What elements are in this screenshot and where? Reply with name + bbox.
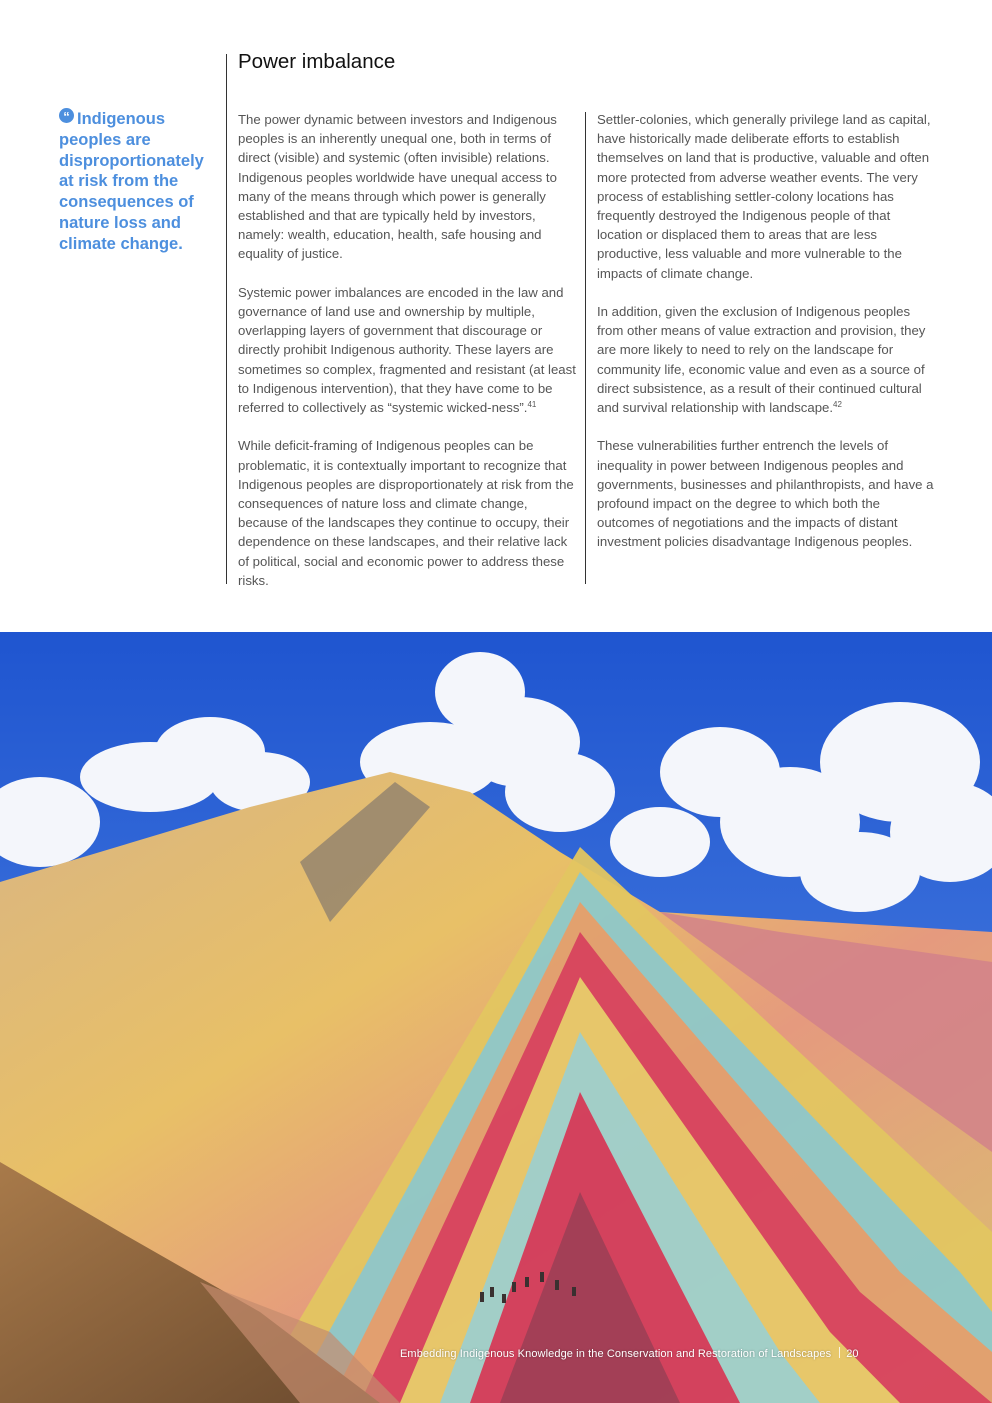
footer-divider: [839, 1347, 840, 1358]
page-number: 20: [846, 1348, 859, 1360]
paragraph: Settler-colonies, which generally privilege land as capital, have historically made deliberate efforts to establish themselves on land that is productive, valuable and often more protected from adverse weather events. The very process of establishing settler-colony locations has frequently destroyed the Indigenous people of that location or displaced them to areas that are less productive, less valuable and more vulnerable to the impacts of climate change.: [597, 112, 931, 281]
rainbow-mountain-photo: [0, 632, 992, 1403]
paragraph: While deficit-framing of Indigenous peoples can be problematic, it is contextually important to recognize that Indigenous peoples are disproportionately at risk from the consequences of nature loss and climate change, because of the landscapes they continue to occupy, their dependence on these landscapes, and their relative lack of political, social and economic power to address these risks.: [238, 438, 574, 588]
body-column-right: [597, 110, 937, 571]
pull-quote: [59, 108, 219, 255]
paragraph: These vulnerabilities further entrench the levels of inequality in power between Indigenous peoples and governments, businesses and philanthropists, and have a profound impact on the degree to which both the outcomes of negotiations and the impacts of distant investment policies disadvantage Indigenous peoples.: [597, 438, 934, 550]
footnote-ref: 42: [833, 400, 842, 410]
paragraph: The power dynamic between investors and Indigenous peoples is an inherently unequal one, both in terms of direct (visible) and systemic (often invisible) relations. Indigenous peoples worldwide have unequal access to many of the means through which power is generally established and that are typically held by investors, namely: wealth, education, health, safe housing and equality of justice.: [238, 112, 557, 262]
paragraph: In addition, given the exclusion of Indigenous peoples from other means of value extraction and provision, they are more likely to need to rely on the landscape for community life, economic value and even as a source of direct subsistence, as a result of their continued cultural and survival relationship with landscape.$^{42}$: [597, 304, 926, 416]
column-divider-middle: [585, 112, 586, 584]
quote-icon: “: [59, 108, 74, 123]
footnote-ref: 41: [527, 400, 537, 410]
page-footer: [400, 1347, 859, 1360]
paragraph: Systemic power imbalances are encoded in the law and governance of land use and ownership by multiple, overlapping layers of government that discourage or directly prohibit Indigenous authority. These layers are sometimes so complex, fragmented and resistant (at least to Indigenous intervention), that they have come to be referred to collectively as “systemic wicked-ness”.$^{41}$: [238, 284, 576, 416]
footer-title: Embedding Indigenous Knowledge in the Conservation and Restoration of Landscapes: [400, 1348, 832, 1360]
pull-quote-text: Indigenous peoples are disproportionately at risk from the consequences of nature loss and climate change.: [59, 110, 204, 253]
section-heading: Power imbalance: [238, 50, 396, 73]
body-column-left: [238, 110, 576, 609]
column-divider-left: [226, 54, 227, 584]
